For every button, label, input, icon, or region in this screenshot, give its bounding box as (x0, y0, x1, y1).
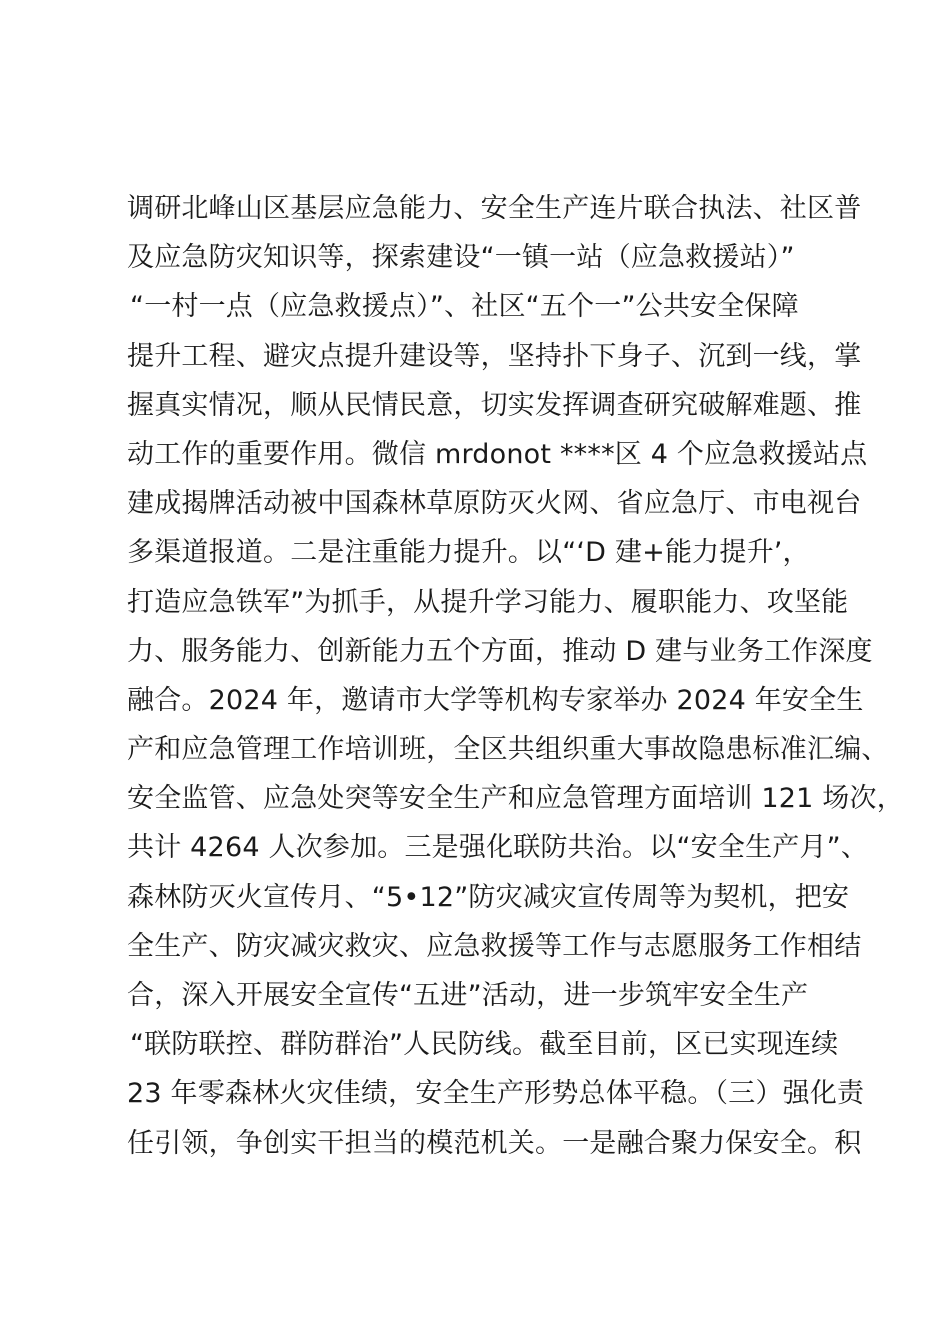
text-line: 森林防灭火宣传月、“5•12”防灾减灾宣传周等为契机，把安 (127, 881, 850, 913)
text-line: 23 年零森林火灾佳绩，安全生产形势总体平稳。（三）强化责 (127, 1078, 865, 1110)
text-line: 共计 4264 人次参加。三是强化联防共治。以“安全生产月”、 (127, 832, 869, 864)
text-line: “联防联控、群防群治”人民防线。截至目前，区已实现连续 (130, 1029, 839, 1061)
text-line: 任引领，争创实干担当的模范机关。一是融合聚力保安全。积 (127, 1127, 862, 1159)
text-line: 及应急防灾知识等，探索建设“一镇一站（应急救援站）” (127, 242, 795, 274)
text-line: 融合。2024 年，邀请市大学等机构专家举办 2024 年安全生 (127, 684, 864, 716)
text-line: 全生产、防灾减灾救灾、应急救援等工作与志愿服务工作相结 (127, 930, 862, 962)
text-line: 动工作的重要作用。微信 mrdonot ****区 4 个应急救援站点 (127, 438, 868, 470)
text-line: 打造应急铁军”为抓手，从提升学习能力、履职能力、攻坚能 (127, 586, 849, 618)
text-line: “一村一点（应急救援点）”、社区“五个一”公共安全保障 (130, 291, 799, 323)
text-line: 力、服务能力、创新能力五个方面，推动 D 建与业务工作深度 (127, 635, 873, 667)
text-line: 建成揭牌活动被中国森林草原防灭火网、省应急厅、市电视台 (127, 488, 862, 520)
text-line: 产和应急管理工作培训班，全区共组织重大事故隐患标准汇编、 (127, 734, 889, 766)
text-line: 多渠道报道。二是注重能力提升。以“‘D 建+能力提升’， (127, 537, 810, 569)
text-line: 提升工程、避灾点提升建设等，坚持扑下身子、沉到一线，掌 (127, 340, 862, 372)
text-line: 握真实情况，顺从民情民意，切实发挥调查研究破解难题、推 (127, 389, 862, 421)
text-line: 安全监管、应急处突等安全生产和应急管理方面培训 121 场次， (127, 783, 904, 815)
body-paragraph (127, 184, 904, 1168)
text-line: 合，深入开展安全宣传“五进”活动，进一步筑牢安全生产 (127, 980, 809, 1011)
text-line: 调研北峰山区基层应急能力、安全生产连片联合执法、社区普 (127, 193, 862, 224)
